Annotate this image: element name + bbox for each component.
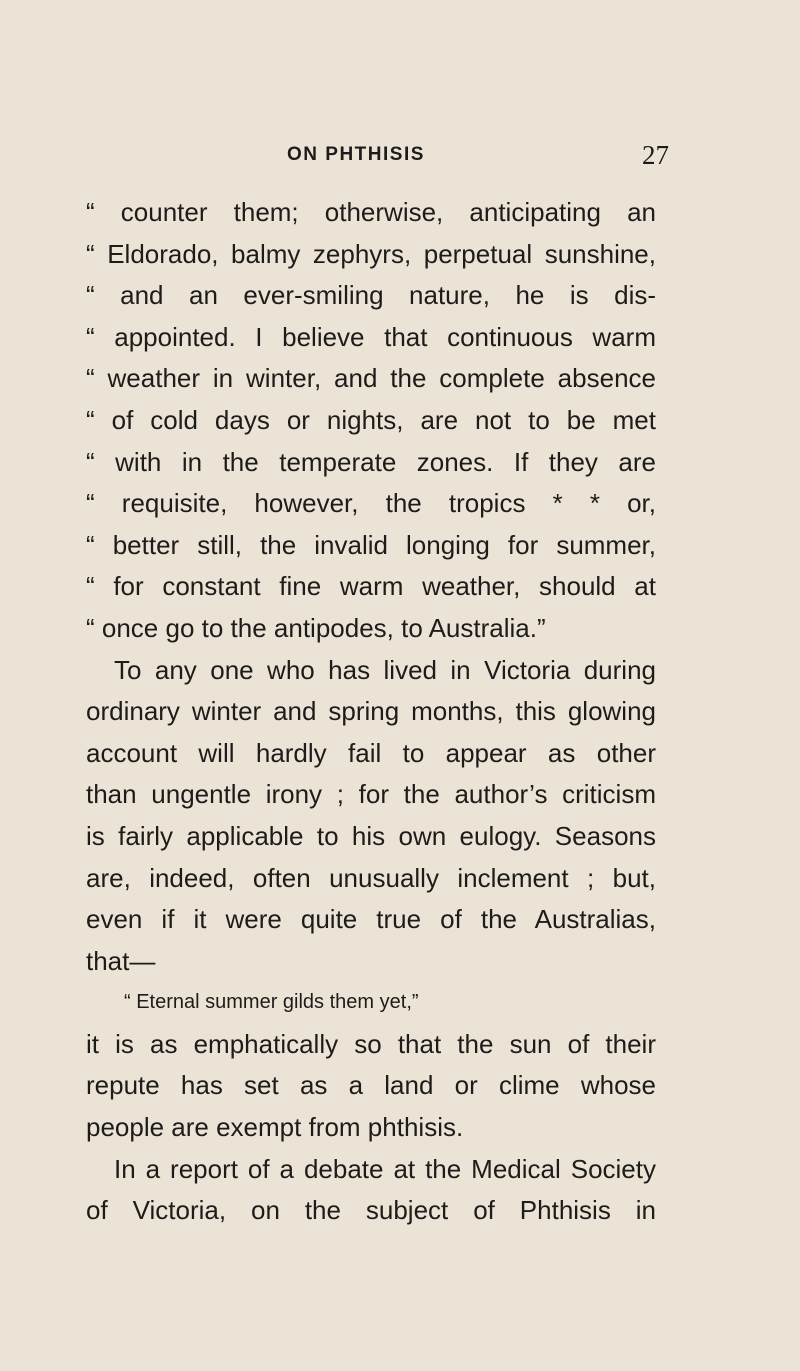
text-line: “ requisite, however, the tropics * * or, [86, 488, 656, 519]
text-line: that— [86, 945, 156, 976]
text-line: “ and an ever-smiling nature, he is dis- [86, 280, 656, 311]
text-line: “ better still, the invalid longing for summer, [86, 529, 656, 560]
text-line: “ appointed. I believe that continuous warm [86, 321, 656, 352]
running-head [0, 140, 800, 180]
text-line: of Victoria, on the subject of Phthisis in [86, 1195, 656, 1226]
body-text [86, 192, 656, 1232]
text-line: “ of cold days or nights, are not to be met [86, 404, 656, 435]
page-number: 27 [642, 140, 669, 170]
paragraph-start-line: In a report of a debate at the Medical Society [114, 1153, 656, 1184]
text-line: is fairly applicable to his own eulogy. Seasons [86, 820, 656, 851]
text-line: even if it were quite true of the Australias, [86, 904, 656, 935]
text-line: “ counter them; otherwise, anticipating an [86, 197, 656, 227]
text-line: than ungentle irony ; for the author’s criticism [86, 779, 656, 810]
text-line: repute has set as a land or clime whose [86, 1070, 656, 1101]
text-line: it is as emphatically so that the sun of their [86, 1028, 656, 1059]
text-line: people are exempt from phthisis. [86, 1112, 464, 1143]
running-title: ON PHTHISIS [287, 144, 425, 165]
text-line: “ once go to the antipodes, to Australia.” [86, 612, 546, 643]
text-line: “ Eldorado, balmy zephyrs, perpetual sunshine, [86, 238, 656, 269]
text-line: ordinary winter and spring months, this glowing [86, 696, 656, 727]
text-line: “ weather in winter, and the complete absence [86, 363, 656, 394]
text-line: “ with in the temperate zones. If they are [86, 446, 656, 477]
paragraph-start-line: To any one who has lived in Victoria during [114, 654, 656, 685]
text-line: account will hardly fail to appear as other [86, 737, 656, 768]
text-line: “ for constant fine warm weather, should at [86, 571, 656, 602]
text-line: are, indeed, often unusually inclement ; but, [86, 862, 656, 893]
poetry-quotation: “ Eternal summer gilds them yet,” [124, 991, 419, 1014]
